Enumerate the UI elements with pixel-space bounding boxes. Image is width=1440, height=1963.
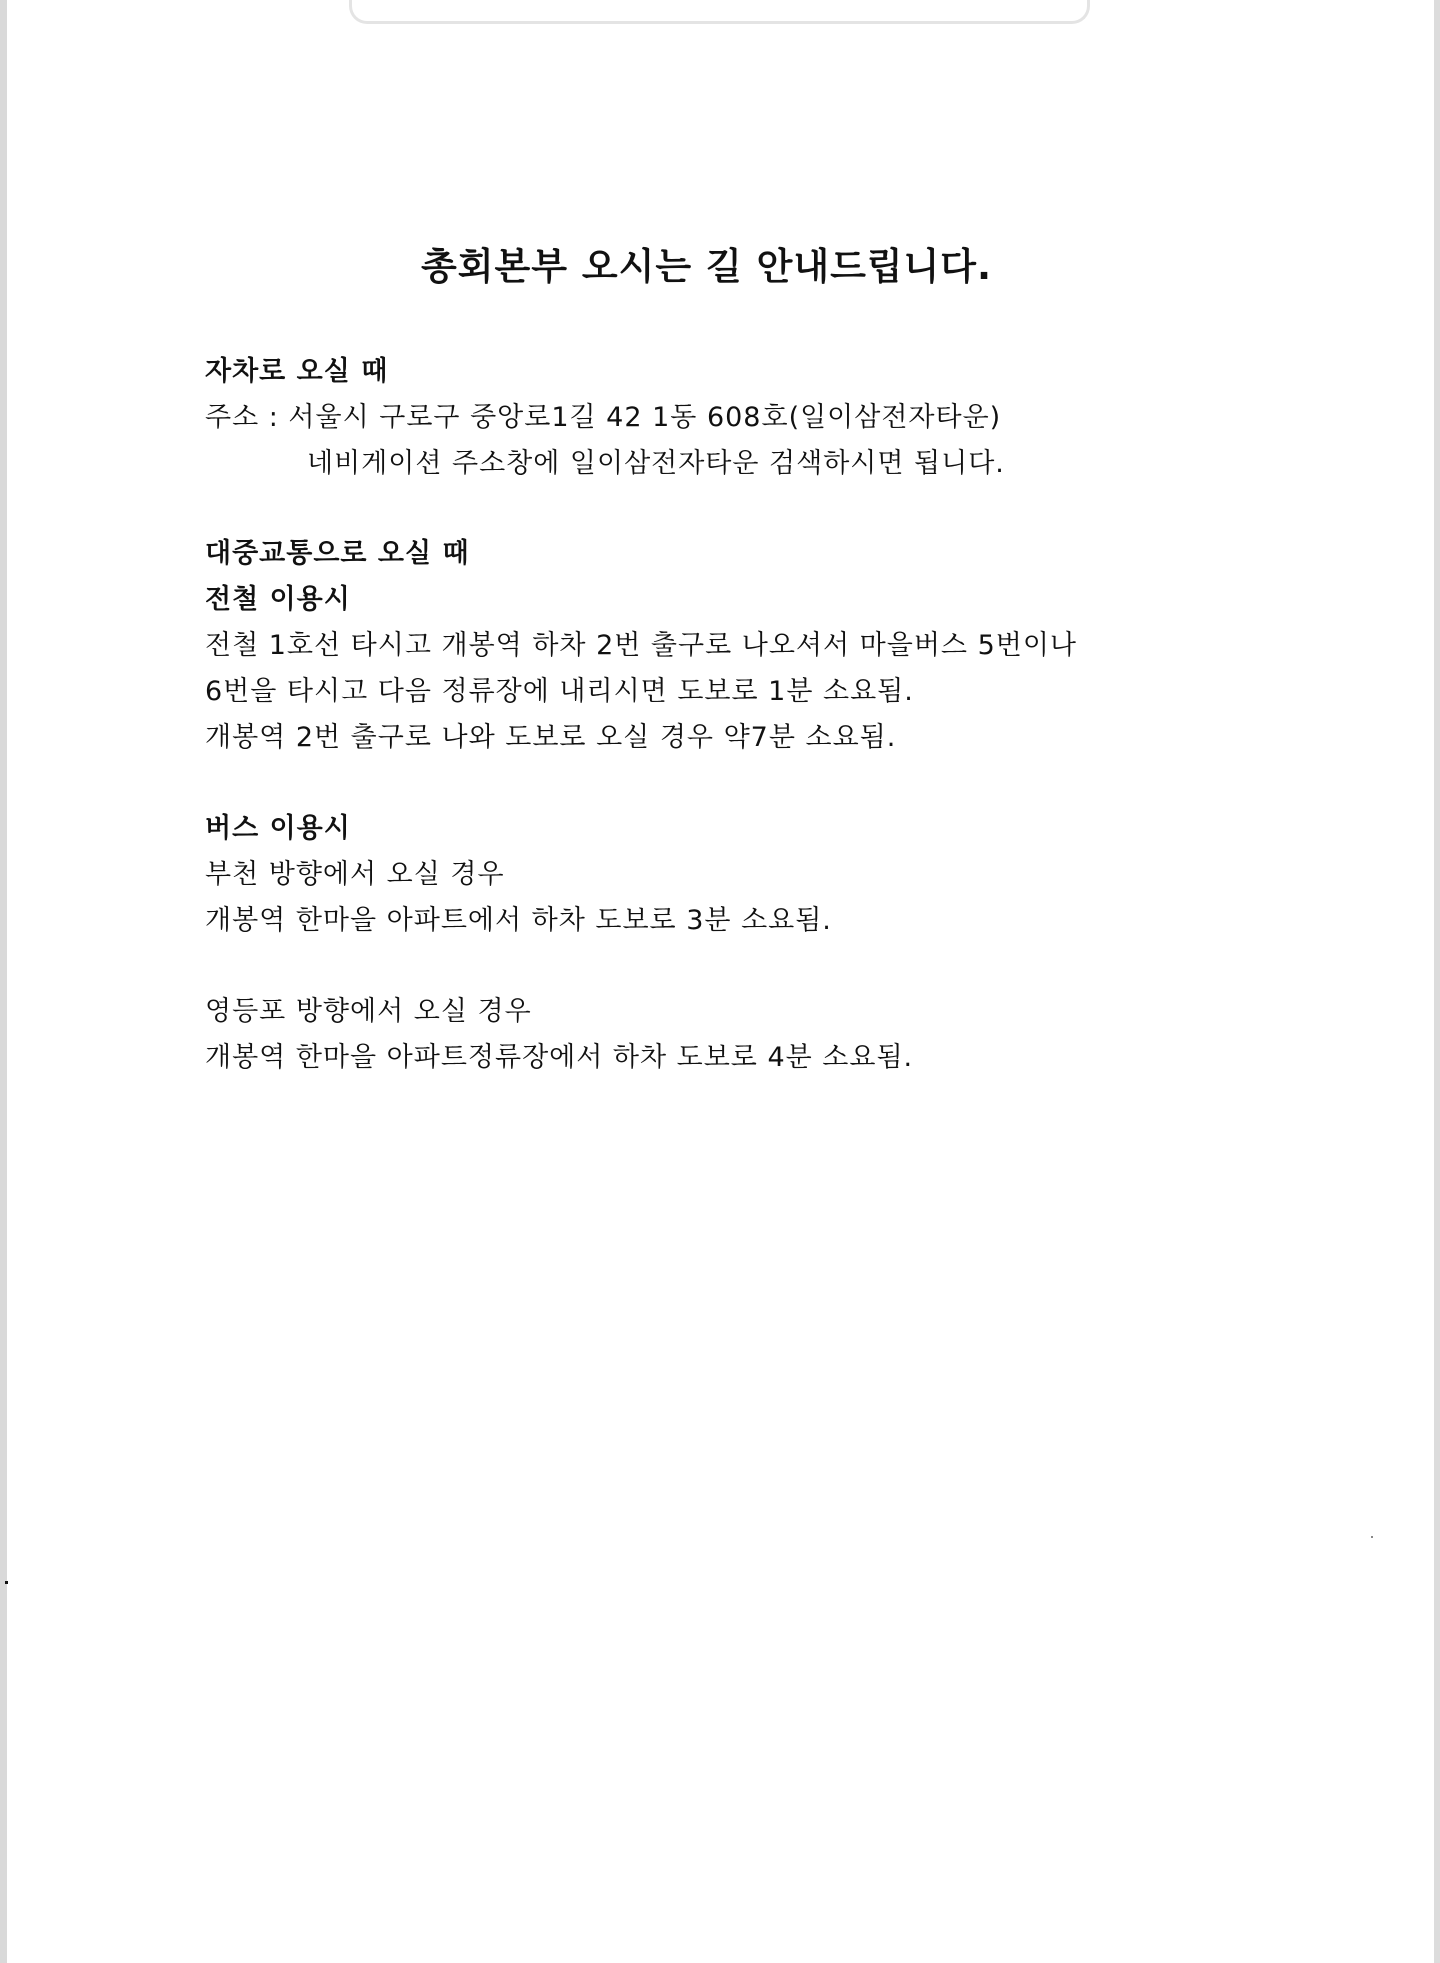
subway-heading: 전철 이용시 <box>205 584 351 615</box>
page-left-border <box>0 0 7 1963</box>
stray-mark <box>1371 1536 1373 1538</box>
bus-heading: 버스 이용시 <box>205 813 351 844</box>
subway-line-2: 6번을 타시고 다음 정류장에 내리시면 도보로 1분 소요됨. <box>205 676 914 707</box>
bus-bucheon-line-2: 개봉역 한마을 아파트에서 하차 도보로 3분 소요됨. <box>205 905 832 936</box>
subway-line-3: 개봉역 2번 출구로 나와 도보로 오실 경우 약7분 소요됨. <box>205 722 897 753</box>
car-navigation: 네비게이션 주소창에 일이삼전자타운 검색하시면 됩니다. <box>307 448 1005 479</box>
car-address: 주소 : 서울시 구로구 중앙로1길 42 1동 608호(일이삼전자타운) <box>205 402 1002 433</box>
car-heading: 자차로 오실 때 <box>205 356 389 387</box>
top-tab-handle[interactable] <box>349 0 1090 24</box>
bus-bucheon-line-1: 부천 방향에서 오실 경우 <box>205 859 505 890</box>
public-transport-heading: 대중교통으로 오실 때 <box>205 538 470 569</box>
bus-yeongdeungpo-line-1: 영등포 방향에서 오실 경우 <box>205 996 532 1027</box>
page-title: 총회본부 오시는 길 안내드립니다. <box>421 245 993 288</box>
subway-line-1: 전철 1호선 타시고 개봉역 하차 2번 출구로 나오셔서 마을버스 5번이나 <box>205 630 1077 661</box>
page-right-border <box>1434 0 1440 1963</box>
bus-yeongdeungpo-line-2: 개봉역 한마을 아파트정류장에서 하차 도보로 4분 소요됨. <box>205 1042 914 1073</box>
stray-mark <box>5 1581 8 1584</box>
